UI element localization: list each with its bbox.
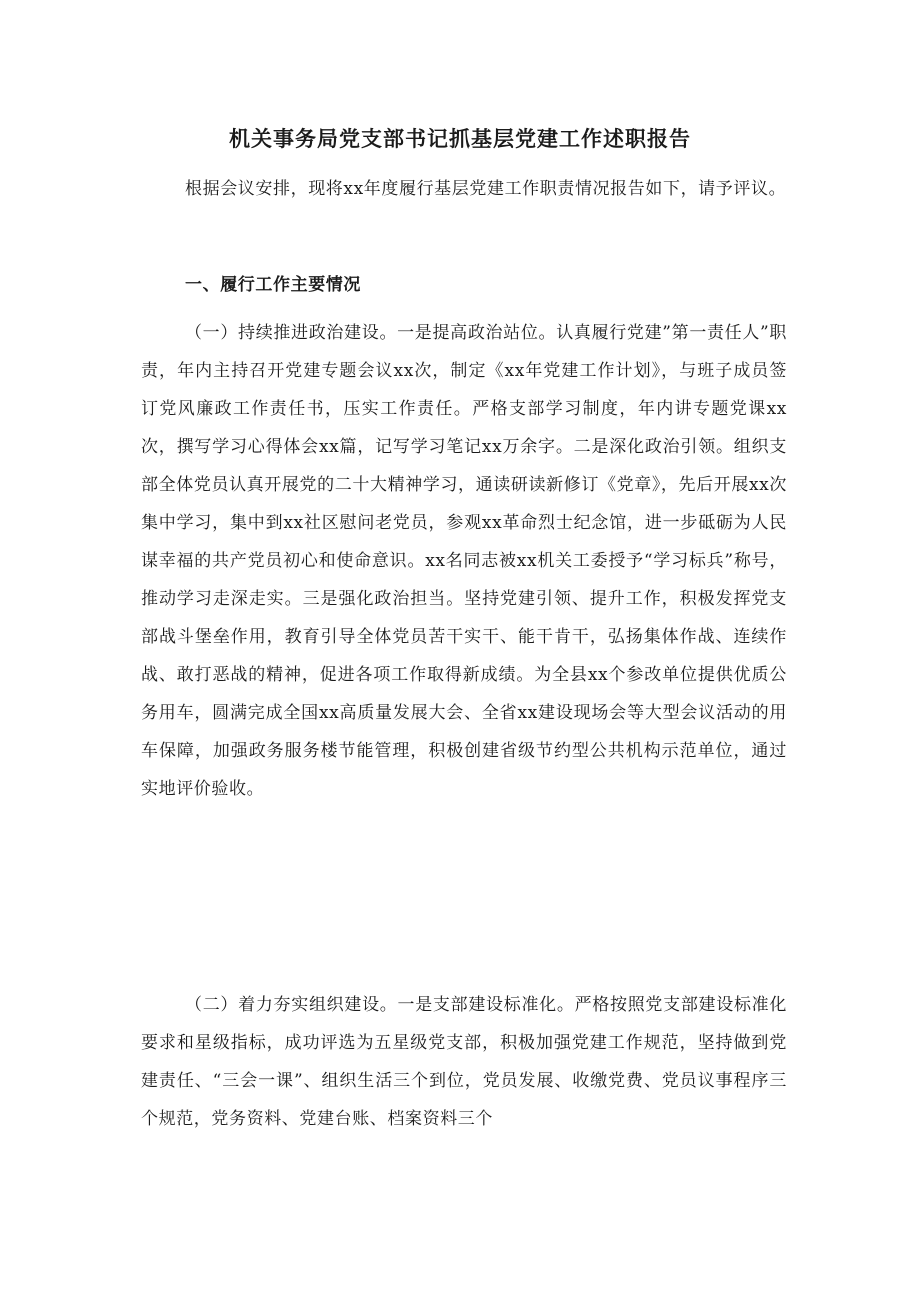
section-heading: 一、履行工作主要情况 bbox=[185, 275, 361, 295]
section-1-block bbox=[141, 314, 787, 808]
document-title: 机关事务局党支部书记抓基层党建工作述职报告 bbox=[229, 126, 691, 151]
body-paragraph-1: （一）持续推进政治建设。一是提高政治站位。认真履行党建”第一责任人”职责，年内主持召开党建专题会议xx次，制定《xx年党建工作计划》，与班子成员签订党风廉政工作责任书，压实工作责任。严格支部学习制度，年内讲专题党课xx次，撰写学习心得体会xx篇，记写学习笔记xx万余字。二是深化政治引领。组织支部全体党员认真开展党的二十大精神学习，通读研读新修订《党章》，先后开展xx次集中学习，集中到xx社区慰问老党员，参观xx革命烈士纪念馆，进一步砥砺为人民谋幸福的共产党员初心和使命意识。xx名同志被xx机关工委授予“学习标兵”称号，推动学习走深走实。三是强化政治担当。坚持党建引领、提升工作，积极发挥党支部战斗堡垒作用，教育引导全体党员苦干实干、能干肯干，弘扬集体作战、连续作战、敢打恶战的精神，促进各项工作取得新成绩。为全县xx个参改单位提供优质公务用车，圆满完成全国xx高质量发展大会、全省xx建设现场会等大型会议活动的用车保障，加强政务服务楼节能管理，积极创建省级节约型公共机构示范单位，通过实地评价验收。 bbox=[141, 323, 787, 799]
intro-paragraph: 根据会议安排，现将xx年度履行基层党建工作职责情况报告如下，请予评议。 bbox=[185, 179, 787, 199]
body-paragraph-2: （二）着力夯实组织建设。一是支部建设标准化。严格按照党支部建设标准化要求和星级指标，成功评选为五星级党支部，积极加强党建工作规范，坚持做到党建责任、“三会一课”、组织生活三个到位，党员发展、收缴党费、党员议事程序三个规范，党务资料、党建台账、档案资料三个 bbox=[141, 995, 787, 1129]
intro-block bbox=[141, 170, 787, 208]
section-2-block bbox=[141, 986, 787, 1138]
